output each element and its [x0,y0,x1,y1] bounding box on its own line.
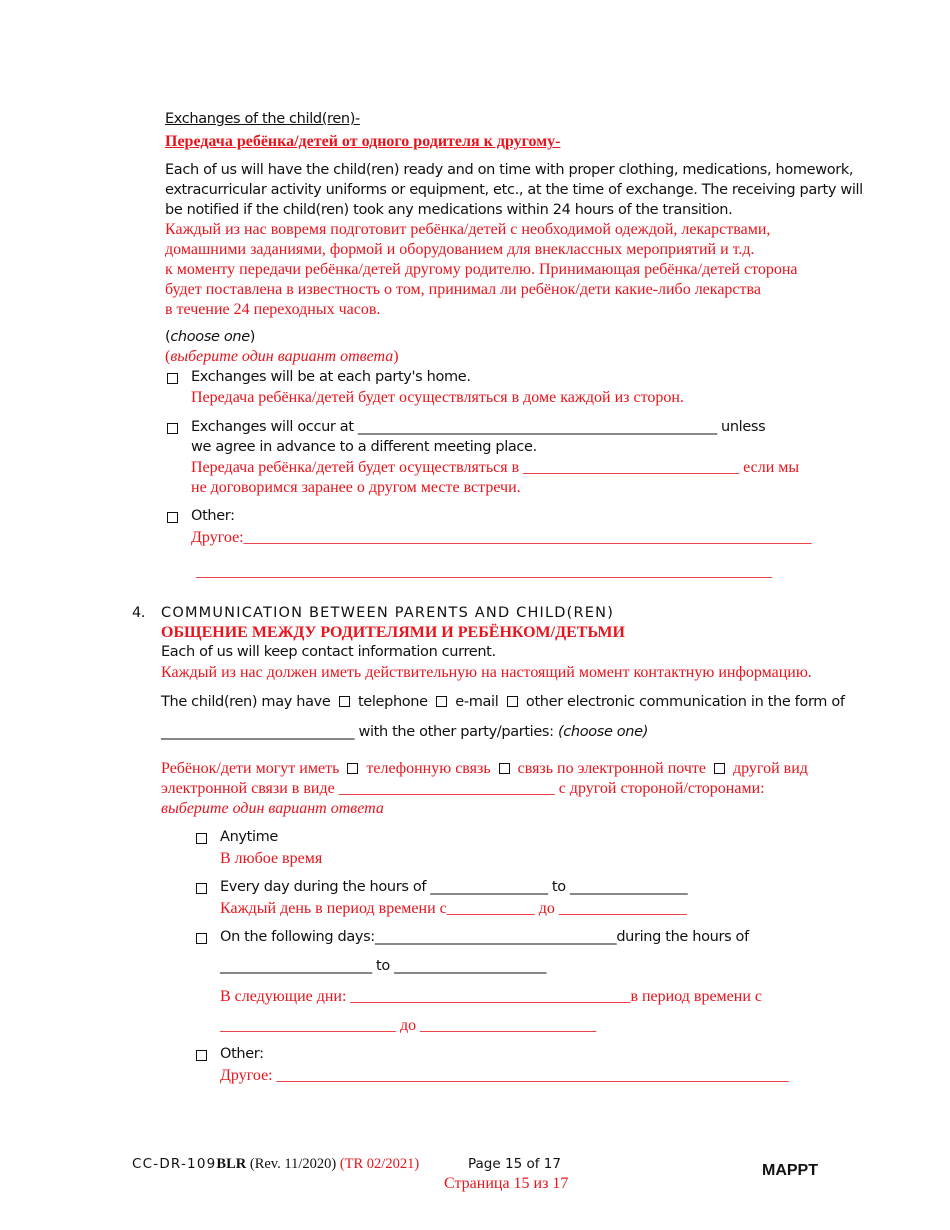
exchanges-paragraph-line-1: Each of us will have the child(ren) ready and on time with proper clothing, medications, homework, [165,162,854,178]
email-checkbox-ru[interactable] [499,763,510,774]
exchanges-paragraph-line-3: be notified if the child(ren) took any medications within 24 hours of the transition. [165,202,733,218]
choose-one-label-ru-2: выберите один вариант ответа [161,800,384,817]
electronic-form-line-ru: электронной связи в виде ___________________________ с другой стороной/сторонами: [161,780,765,797]
choose-one-label-ru: (выберите один вариант ответа) [165,348,399,365]
everyday-checkbox[interactable] [196,883,207,894]
page-number: Page 15 of 17 [468,1156,561,1172]
choose-one-label: (choose one) [165,329,256,345]
following-days-label: On the following days:___________________________________during the hours of [220,929,749,945]
telephone-checkbox-ru[interactable] [347,763,358,774]
telephone-checkbox[interactable] [339,696,350,707]
section-number: 4. [132,605,146,621]
other-checkbox-ru[interactable] [714,763,725,774]
page-number-ru: Страница 15 из 17 [444,1175,569,1192]
anytime-checkbox[interactable] [196,833,207,844]
exchanges-heading-ru: Передача ребёнка/детей от одного родителя к другому- [165,133,561,150]
everyday-label: Every day during the hours of _________________ to _________________ [220,879,688,895]
exchange-home-label: Exchanges will be at each party's home. [191,369,471,385]
communication-other-field-ru[interactable]: Другое: ________________________________________________________________ [220,1067,789,1084]
exchanges-paragraph-ru-line-4: будет поставлена в известность о том, принимал ли ребёнок/дети какие-либо лекарства [165,281,761,298]
everyday-label-ru: Каждый день в период времени с___________ до ________________ [220,900,687,917]
exchange-location-label-line-2: we agree in advance to a different meeting place. [191,439,537,455]
exchange-other-checkbox[interactable] [167,512,178,523]
exchanges-paragraph-ru-line-5: в течение 24 переходных часов. [165,301,381,318]
anytime-label-ru: В любое время [220,850,323,867]
anytime-label: Anytime [220,829,278,845]
communication-other-label: Other: [220,1046,264,1062]
exchange-other-field-ru[interactable]: Другое:_______________________________________________________________________ [191,529,812,546]
exchange-other-field-line-2[interactable]: ________________________________________________________________________ [196,563,772,580]
following-days-checkbox[interactable] [196,933,207,944]
electronic-form-field[interactable]: ____________________________ [161,724,355,740]
exchanges-heading: Exchanges of the child(ren)- [165,111,360,127]
other-electronic-checkbox[interactable] [507,696,518,707]
exchanges-paragraph-ru-line-1: Каждый из нас вовремя подготовит ребёнка/детей с необходимой одеждой, лекарствами, [165,221,771,238]
communication-types-line-ru: Ребёнок/дети могут иметь телефонную связь связь по электронной почте другой вид [161,760,808,777]
communication-types-line: The child(ren) may have telephone e-mail other electronic communication in the form of [161,694,845,710]
exchanges-paragraph-ru-line-2: домашними заданиями, формой и оборудованием для внеклассных мероприятий и т.д. [165,241,755,258]
exchanges-paragraph-line-2: extracurricular activity uniforms or equipment, etc., at the time of exchange. The receiving party will [165,182,863,198]
following-days-hours-line-ru[interactable]: ______________________ до ______________________ [220,1017,597,1034]
exchange-location-label-ru-line-1: Передача ребёнка/детей будет осуществляться в ___________________________ если мы [191,459,800,476]
section-intro-ru: Каждый из нас должен иметь действительную на настоящий момент контактную информацию. [161,664,812,681]
following-days-label-ru: В следующие дни: ___________________________________в период времени с [220,988,763,1005]
communication-other-checkbox[interactable] [196,1050,207,1061]
exchange-home-label-ru: Передача ребёнка/детей будет осуществляться в доме каждой из сторон. [191,389,684,406]
section-title-ru: ОБЩЕНИЕ МЕЖДУ РОДИТЕЛЯМИ И РЕБЁНКОМ/ДЕТЬМИ [161,624,625,641]
exchanges-paragraph-ru-line-3: к моменту передачи ребёнка/детей другому родителю. Принимающая ребёнка/детей сторона [165,261,798,278]
following-days-hours-line[interactable]: ______________________ to ______________________ [220,958,546,974]
exchange-location-checkbox[interactable] [167,423,178,434]
exchange-home-checkbox[interactable] [167,373,178,384]
electronic-form-line: ____________________________ with the other party/parties: (choose one) [161,724,649,740]
section-title: COMMUNICATION BETWEEN PARENTS AND CHILD(REN) [161,605,615,621]
exchange-location-label-ru-line-2: не договоримся заранее о другом месте встречи. [191,479,521,496]
form-id: CC-DR-109BLR (Rev. 11/2020) (TR 02/2021) [132,1156,420,1172]
exchange-other-label: Other: [191,508,235,524]
exchange-location-label-line-1: Exchanges will occur at ____________________________________________________ unless [191,419,766,435]
email-checkbox[interactable] [436,696,447,707]
form-code: MAPPT [762,1162,818,1179]
section-intro: Each of us will keep contact information current. [161,644,496,660]
